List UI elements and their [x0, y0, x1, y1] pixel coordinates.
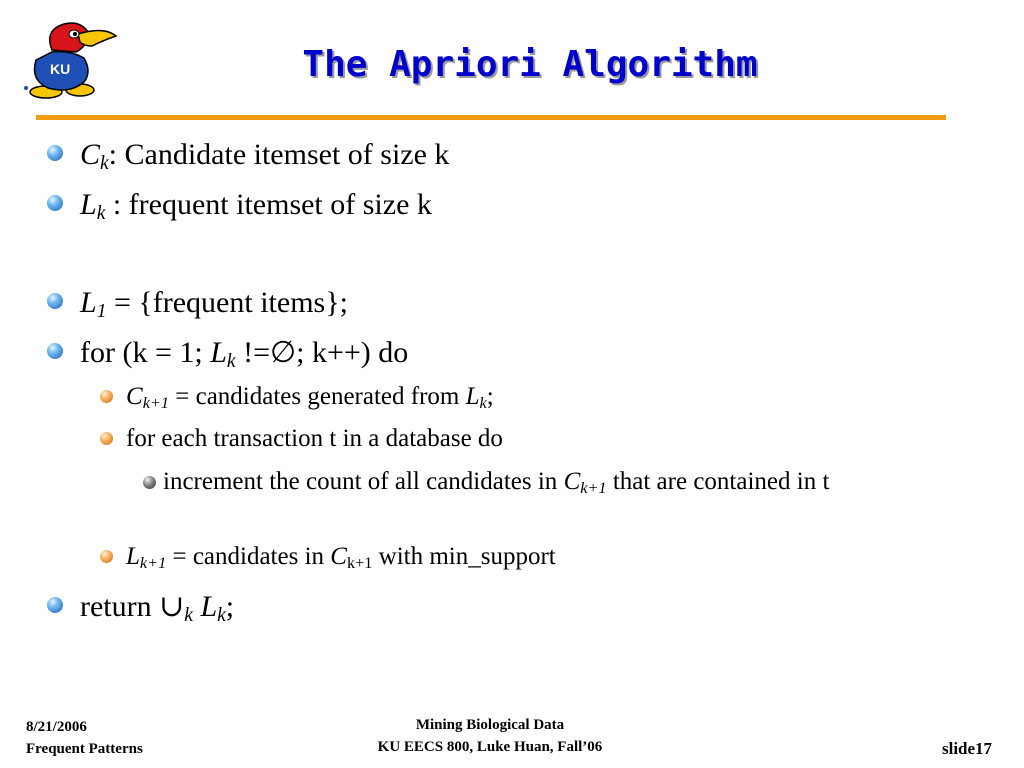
footer-left	[26, 716, 143, 760]
bullet-text: !=∅; k++) do	[235, 336, 409, 369]
bullet-text: : frequent itemset of size k	[105, 188, 432, 221]
slide-number: slide17	[942, 739, 993, 758]
bullet-for-loop	[80, 336, 408, 370]
subscript: k	[479, 394, 487, 413]
symbol: C	[126, 383, 143, 410]
footer-center	[300, 714, 680, 758]
subscript: k	[184, 604, 193, 626]
bullet-foreach	[126, 424, 503, 454]
bullet-generate-candidates	[126, 382, 494, 412]
subscript: 1	[96, 300, 107, 322]
bullet-icon	[47, 597, 63, 613]
bullet-min-support	[126, 542, 556, 572]
subscript: k+1	[580, 479, 607, 498]
footer-topic: Frequent Patterns	[26, 741, 143, 757]
bullet-text: for (k = 1;	[80, 336, 211, 369]
slide-title: The Apriori Algorithm	[302, 44, 758, 85]
symbol: L	[80, 286, 97, 319]
symbol: C	[563, 468, 581, 495]
symbol: L	[126, 543, 140, 570]
bullet-lk	[80, 188, 432, 222]
bullet-text: = candidates generated from	[169, 383, 466, 410]
bullet-text: for each transaction t in a database do	[126, 425, 503, 452]
bullet-text: = {frequent items};	[106, 286, 348, 319]
bullet-text: ;	[225, 590, 235, 623]
union-symbol: ∪	[159, 590, 185, 623]
symbol: C	[330, 543, 347, 570]
logo-text: KU	[50, 61, 71, 77]
bullet-icon	[47, 145, 63, 161]
footer-date: 8/21/2006	[26, 719, 87, 735]
subscript: k	[217, 604, 226, 626]
bullet-text: : Candidate itemset of size k	[108, 138, 450, 171]
sub-bullet-icon	[100, 390, 113, 403]
bullet-text: ;	[486, 383, 494, 410]
bullet-l1	[80, 286, 348, 320]
bullet-icon	[47, 343, 63, 359]
symbol: L	[80, 188, 97, 221]
bullet-text: with min_support	[372, 543, 556, 570]
footer-course-info: KU EECS 800, Luke Huan, Fall’06	[377, 739, 603, 755]
bullet-ck	[80, 138, 449, 172]
symbol: L	[200, 590, 218, 623]
subscript: k	[100, 152, 109, 174]
sub-bullet-icon	[100, 432, 113, 445]
bullet-text: = candidates in	[166, 543, 331, 570]
subscript: k+1	[139, 554, 167, 573]
symbol: L	[465, 383, 480, 410]
sub-bullet-icon	[100, 550, 113, 563]
bullet-return	[80, 590, 234, 624]
bullet-icon	[47, 195, 63, 211]
subscript: k	[226, 350, 236, 372]
symbol: L	[210, 336, 227, 369]
subscript: k+1	[142, 394, 169, 413]
bullet-icon	[47, 293, 63, 309]
bullet-increment-count	[163, 465, 853, 499]
subscript: k	[96, 202, 106, 224]
bullet-text: increment the count of all candidates in	[163, 468, 564, 495]
bullet-text: return	[80, 590, 160, 623]
sub-sub-bullet-icon	[143, 476, 156, 489]
symbol: C	[80, 138, 101, 171]
subscript: k+1	[346, 554, 373, 573]
bullet-text: that are contained in t	[606, 468, 830, 495]
footer-course-title: Mining Biological Data	[415, 717, 565, 733]
